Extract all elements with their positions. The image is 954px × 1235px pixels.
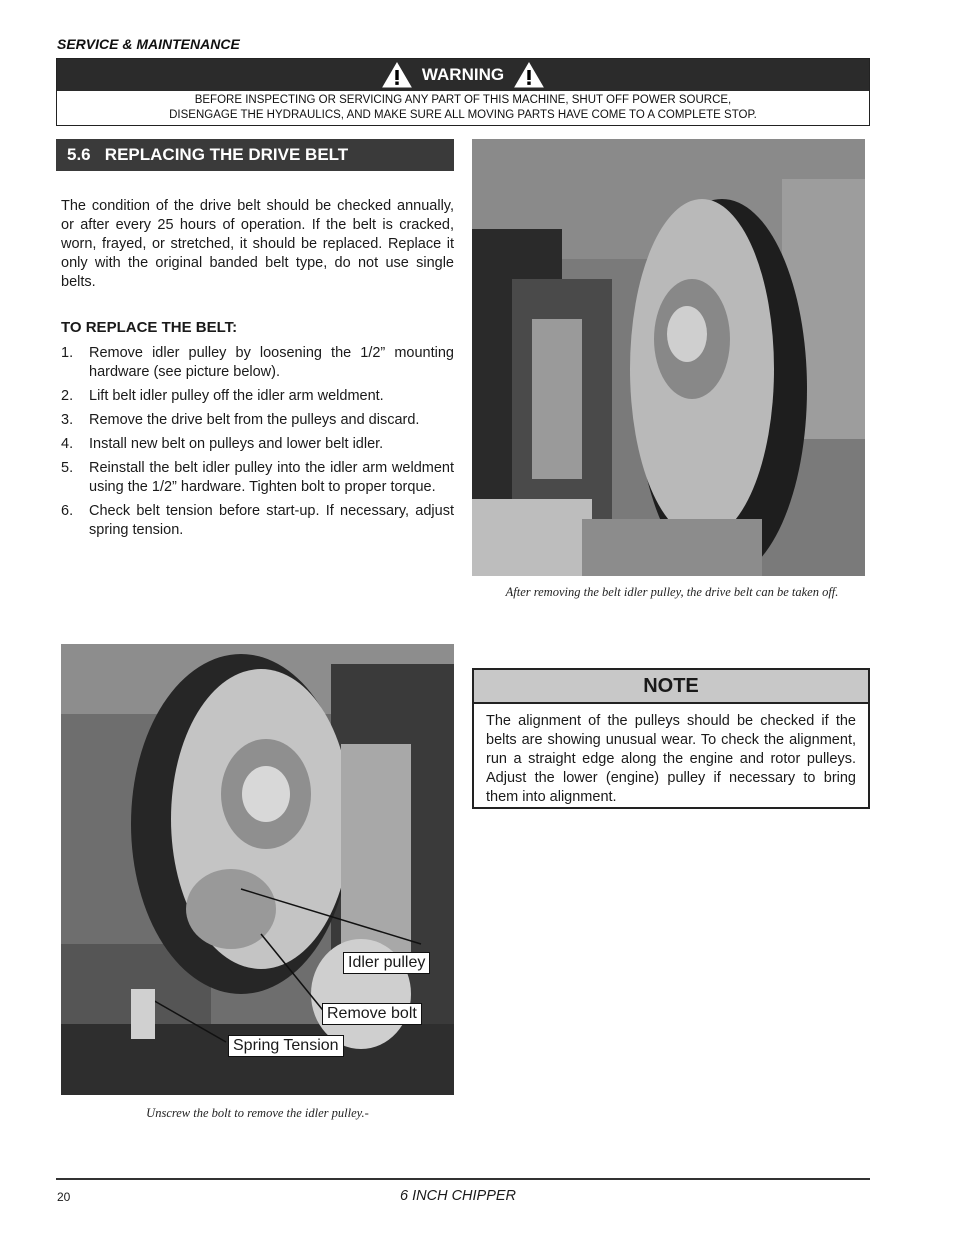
bottom-photo-caption: Unscrew the bolt to remove the idler pulley.- xyxy=(146,1106,369,1120)
intro-paragraph: The condition of the drive belt should be checked annually, or after every 25 hours of operation. If the belt is cracked, worn, frayed, or stretched, it should be replaced. Replace it only with the original banded belt type, do not use single belts. xyxy=(61,198,454,290)
step-item: 4. Install new belt on pulleys and lower belt idler. xyxy=(61,436,384,452)
warning-title: WARNING xyxy=(421,65,505,84)
section-title-text: 5.6 REPLACING THE DRIVE BELT xyxy=(67,145,349,164)
page-number: 20 xyxy=(57,1190,71,1204)
note-text: The alignment of the pulleys should be checked if the belts are showing unusual wear. To check the alignment, run a straight edge along the engine and rotor pulleys. Adjust the lower (engine) pulley if necessary to bring them into alignment. xyxy=(486,713,856,805)
warning-line-2: DISENGAGE THE HYDRAULICS, AND MAKE SURE ALL MOVING PARTS HAVE COME TO A COMPLETE STOP. xyxy=(169,109,757,121)
step-item: 6. Check belt tension before start-up. If necessary, adjust spring tension. xyxy=(61,503,454,538)
note-title: NOTE xyxy=(474,670,868,704)
belt-pulley-photo xyxy=(472,139,865,576)
top-photo-caption: After removing the belt idler pulley, the drive belt can be taken off. xyxy=(505,585,839,599)
remove-bolt-callout: Remove bolt xyxy=(322,1003,422,1025)
warning-triangle-icon xyxy=(514,62,544,88)
section-title xyxy=(56,139,454,171)
warning-triangle-icon xyxy=(382,62,412,88)
step-item: 1. Remove idler pulley by loosening the 1/2” mounting hardware (see picture below). xyxy=(61,345,454,380)
warning-line-1: BEFORE INSPECTING OR SERVICING ANY PART OF THIS MACHINE, SHUT OFF POWER SOURCE, xyxy=(194,94,732,106)
warning-text xyxy=(57,91,869,123)
step-item: 2. Lift belt idler pulley off the idler arm weldment. xyxy=(61,388,384,404)
idler-pulley-callout: Idler pulley xyxy=(343,952,430,974)
spring-tension-callout: Spring Tension xyxy=(228,1035,344,1057)
document-name: 6 INCH CHIPPER xyxy=(400,1188,517,1204)
step-item: 5. Reinstall the belt idler pulley into the idler arm weldment using the 1/2” hardware. Tighten bolt to proper torque. xyxy=(61,460,454,495)
procedure-steps xyxy=(61,344,454,545)
warning-box xyxy=(56,58,870,126)
footer-rule xyxy=(56,1178,870,1180)
note-box xyxy=(472,668,870,809)
running-header: SERVICE & MAINTENANCE xyxy=(57,36,240,52)
idler-pulley-photo xyxy=(61,644,454,1095)
step-item: 3. Remove the drive belt from the pulleys and discard. xyxy=(61,412,420,428)
procedure-heading: TO REPLACE THE BELT: xyxy=(61,319,238,336)
warning-bar xyxy=(57,59,869,91)
